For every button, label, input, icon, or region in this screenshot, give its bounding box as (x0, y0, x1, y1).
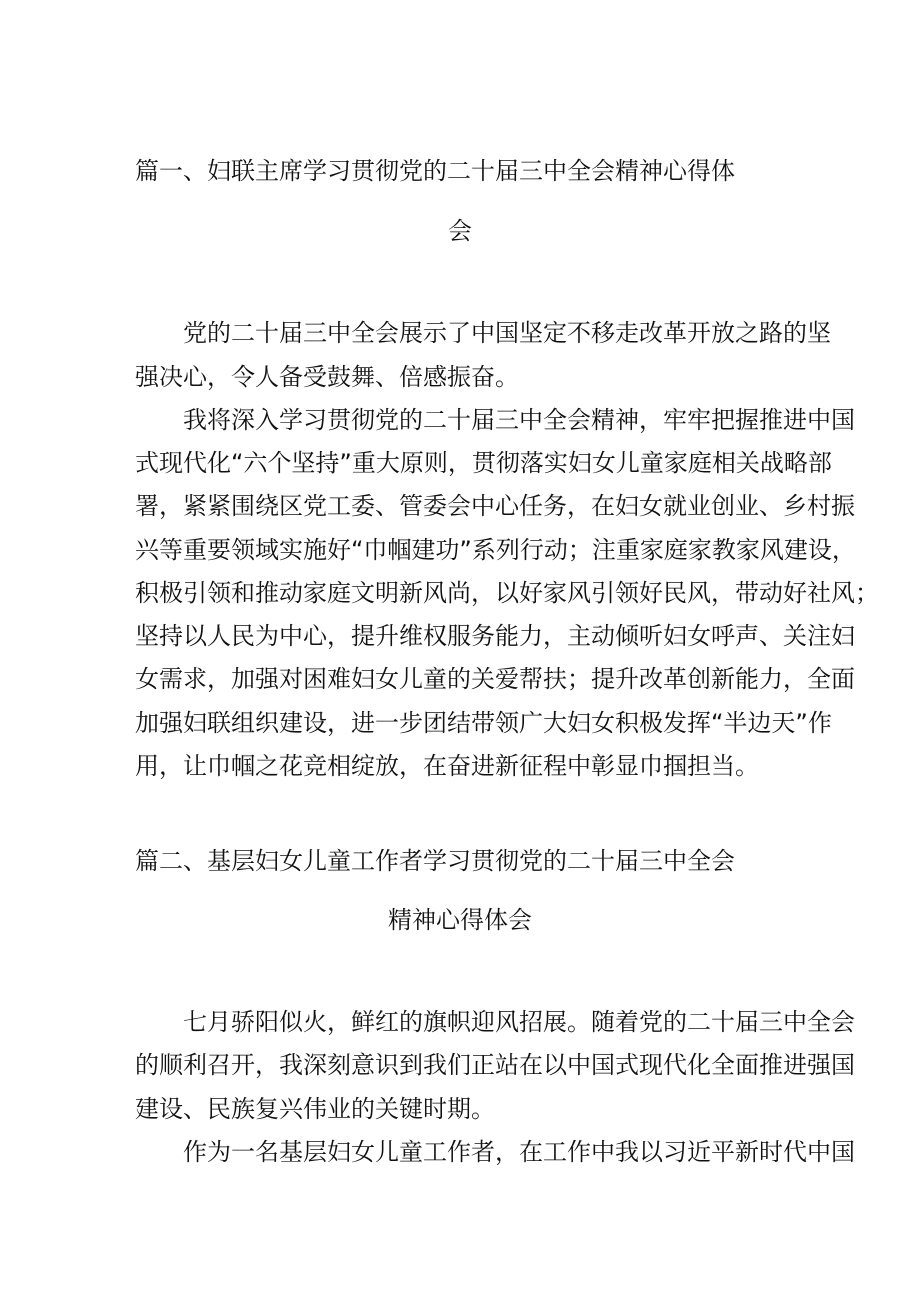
paragraph-line: 女需求，加强对困难妇女儿童的关爱帮扶；提升改革创新能力，全面 (135, 665, 855, 693)
paragraph-line: 作为一名基层妇女儿童工作者，在工作中我以习近平新时代中国 (183, 1138, 855, 1166)
paragraph-line: 署，紧紧围绕区党工委、管委会中心任务，在妇女就业创业、乡村振 (135, 492, 855, 520)
paragraph-line: 坚持以人民为中心，提升维权服务能力，主动倾听妇女呼声、关注妇 (135, 622, 855, 650)
paragraph-line: 建设、民族复兴伟业的关键时期。 (135, 1095, 495, 1123)
paragraph-line: 的顺利召开，我深刻意识到我们正站在以中国式现代化全面推进强国 (135, 1051, 855, 1079)
section1-title: 篇一、妇联主席学习贯彻党的二十届三中全会精神心得体 (135, 157, 735, 185)
paragraph-line: 七月骄阳似火，鲜红的旗帜迎风招展。随着党的二十届三中全会 (183, 1008, 855, 1036)
paragraph-line: 用，让巾帼之花竞相绽放，在奋进新征程中彰显巾掴担当。 (135, 752, 759, 780)
section2-title-continuation: 精神心得体会 (388, 906, 532, 934)
section2-title: 篇二、基层妇女儿童工作者学习贯彻党的二十届三中全会 (135, 847, 735, 875)
paragraph-line: 党的二十届三中全会展示了中国坚定不移走改革开放之路的坚 (183, 319, 831, 347)
paragraph-line: 兴等重要领域实施好“巾帼建功”系列行动；注重家庭家教家风建设， (135, 536, 856, 564)
section1-title-continuation: 会 (448, 217, 472, 245)
paragraph-line: 强决心，令人备受鼓舞、倍感振奋。 (135, 363, 519, 391)
paragraph-line: 积极引领和推动家庭文明新风尚，以好家风引领好民风，带动好社风； (135, 579, 879, 607)
paragraph-line: 我将深入学习贯彻党的二十届三中全会精神，牢牢把握推进中国 (183, 406, 855, 434)
paragraph-line: 加强妇联组织建设，进一步团结带领广大妇女积极发挥“半边天”作 (135, 709, 832, 737)
paragraph-line: 式现代化“六个坚持”重大原则，贯彻落实妇女儿童家庭相关战略部 (135, 449, 832, 477)
